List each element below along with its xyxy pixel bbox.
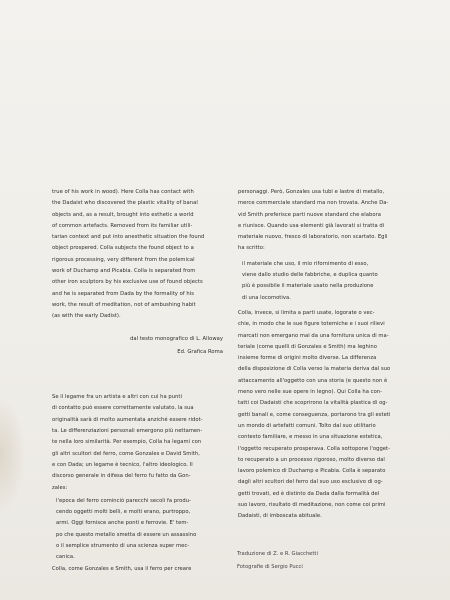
text-line: e riunisce. Quando usa elementi già lavorati si tratta di xyxy=(238,222,385,229)
text-line: objects and, as a result, brought into esthetic a world xyxy=(52,211,194,218)
text-line: work of Duchamp and Picabia. Colla is separated from xyxy=(52,268,196,275)
text-line: work, the result of meditation, not of ambushing habit xyxy=(52,301,196,308)
text-line: suo lavoro, risultato di meditazione, non come coi primi xyxy=(238,502,386,509)
text-line: object prospered. Colla subjects the found object to a xyxy=(52,245,194,252)
text-line: attaccamento all'oggetto con una storia (e questo non è xyxy=(238,377,388,384)
text-line: insieme forme di origini molto diverse. La differenza xyxy=(238,355,377,362)
text-line: l'epoca del ferro cominciò parecchi secoli fa produ- xyxy=(56,497,192,504)
text-line: viene dallo studio delle fabbriche, e duplica quanto xyxy=(242,272,378,279)
text-line: di contatto può essere correttamente valutato, la sua xyxy=(52,405,194,412)
text-line: armi. Oggi fornisce anche ponti e ferrovie. E' tem- xyxy=(56,520,189,527)
text-line: vid Smith preferisce parti nuove standard che elabora xyxy=(238,211,381,218)
text-line: merce commerciale standard ma non trovata. Anche Da- xyxy=(238,200,389,207)
text-line: ta. Le differenziazioni personali emergono più nettamen- xyxy=(52,428,203,435)
smith-quote xyxy=(238,259,413,304)
text-line: te nella loro similarità. Per esempio, Colla ha legami con xyxy=(52,439,202,446)
paper-stain xyxy=(0,395,26,515)
text-line: o il semplice strumento di una scienza super mec- xyxy=(56,543,190,550)
text-line: della disposizione di Colla verso la materia deriva dal suo xyxy=(238,366,391,373)
text-line: other iron sculptors by his exclusive use of found objects xyxy=(52,279,203,286)
text-line: marcati non emergano mai da una fornitura unica di ma- xyxy=(238,332,389,339)
text-line: di una locomotiva. xyxy=(242,294,291,301)
text-line: of common artefacts. Removed from its familiar utili- xyxy=(52,222,193,229)
text-line: Colla, invece, si limita a parti usate, logorate o vec- xyxy=(238,309,375,316)
text-line: getti banali e, come conseguenza, portarono tra gli esteti xyxy=(238,411,391,418)
right-paragraph-1 xyxy=(238,187,413,255)
source-credit-1: dal testo monografico di L. Alloway xyxy=(130,335,223,342)
text-line: originalità sarà di molto aumentata anziché essere ridot- xyxy=(52,416,203,423)
text-line: meno vero nelle sue opere in legno). Qui Colla ha con- xyxy=(238,389,383,396)
text-line: chie, in modo che le sue figure totemiche e i suoi rilievi xyxy=(238,321,385,328)
text-line: l'oggetto recuperato prosperava. Colla sottopone l'ogget- xyxy=(238,445,391,452)
italian-paragraph xyxy=(52,392,223,494)
english-paragraph xyxy=(52,187,223,323)
text-line: the Dadaist who discovered the plastic vitality of banal xyxy=(52,200,198,207)
text-line: contesto familiare, e messo in una situazione estetica, xyxy=(238,434,383,441)
translation-credit: Traduzione di Z. e R. Giacchetti xyxy=(237,551,318,557)
text-line: più è possibile il materiale usato nella produzione xyxy=(242,283,374,290)
text-line: to recuperato a un processo rigoroso, molto diverso dal xyxy=(238,456,385,463)
text-line: lavoro polemico di Duchamp e Picabia. Colla è separato xyxy=(238,468,386,475)
right-column xyxy=(238,187,413,523)
text-line: zales: xyxy=(52,484,68,491)
text-line: dagli altri scultori del ferro dal suo uso esclusivo di og- xyxy=(238,479,383,486)
text-line: teriale (come quelli di Gonzales e Smith) ma leghino xyxy=(238,343,377,350)
text-line: cendo oggetti molti belli, e molti erano, purtroppo, xyxy=(56,509,191,516)
gonzales-quote xyxy=(52,496,223,564)
text-line: true of his work in wood). Here Colla has contact with xyxy=(52,189,194,195)
text-line: tatti coi Dadaisti che scoprirono la vitalità plastica di og- xyxy=(238,400,388,407)
text-line: getti trovati, ed è distinto da Dada dalla formalità del xyxy=(238,490,380,497)
right-paragraph-2 xyxy=(238,308,413,523)
left-final-line: Colla, come Gonzales e Smith, usa il ferro per creare xyxy=(52,565,192,572)
source-credit-2: Ed. Grafica Roma xyxy=(177,348,223,355)
text-line: un mondo di artefatti comuni. Tolto dal suo utilitario xyxy=(238,422,376,429)
text-line: tarian context and put into anesthetic situation the found xyxy=(52,234,205,241)
text-line: materiale nuovo, fresco di laboratorio, non scartato. Egli xyxy=(238,234,388,241)
text-line: Dadaisti, di imboscata abituale. xyxy=(238,513,322,520)
text-line: Se il legame fra un artista e altri con cui ha punti xyxy=(52,394,182,401)
text-line: po che questo metallo smetta di essere un assassino xyxy=(56,531,197,538)
text-line: discorso generale in difesa del ferro fu fatto da Gon- xyxy=(52,473,191,480)
text-line: (as with the early Dadist). xyxy=(52,313,121,320)
text-line: canica. xyxy=(56,554,75,561)
text-line: ha scritto: xyxy=(238,245,265,252)
text-line: gli altri scultori del ferro, come Gonzales e David Smith, xyxy=(52,450,200,457)
bottom-credits xyxy=(237,548,318,574)
photography-credit: Fotografie di Sergio Pucci xyxy=(237,564,303,570)
left-column xyxy=(52,187,223,575)
text-line: e con Dada; un legame è tecnico, l'altro ideologico. Il xyxy=(52,461,193,468)
text-line: and he is separated from Dada by the formality of his xyxy=(52,290,195,297)
text-line: personaggi. Però, Gonzales usa tubi e lastre di metallo, xyxy=(238,189,385,195)
text-line: rigorous processing, very different from the polemical xyxy=(52,256,195,263)
text-line: il materiale che uso, il mio rifornimento di esso, xyxy=(242,260,369,267)
